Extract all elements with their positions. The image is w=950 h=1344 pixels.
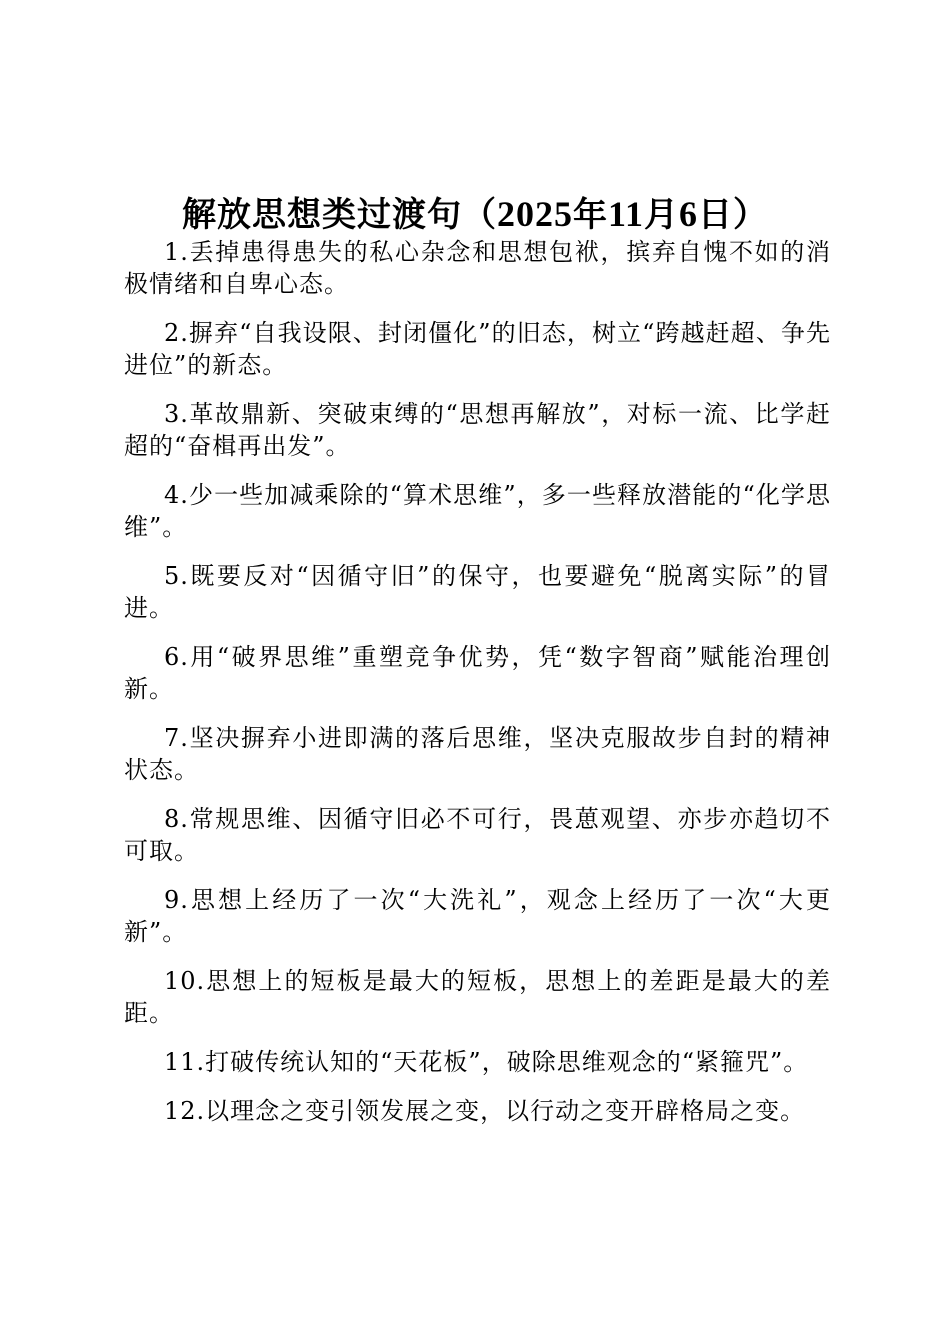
list-item: 4.少一些加减乘除的“算术思维”，多一些释放潜能的“化学思维”。 [124, 481, 831, 541]
list-item: 10.思想上的短板是最大的短板，思想上的差距是最大的差距。 [124, 967, 831, 1027]
title-year: 2025 [496, 193, 573, 234]
document-title [0, 191, 950, 238]
list-item: 8.常规思维、因循守旧必不可行，畏葸观望、亦步亦趋切不可取。 [124, 805, 831, 865]
list-item: 3.革故鼎新、突破束缚的“思想再解放”，对标一流、比学赶超的“奋楫再出发”。 [124, 400, 831, 460]
title-year-unit: 年 [572, 194, 608, 235]
title-month-unit: 月 [644, 194, 679, 235]
list-item: 5.既要反对“因循守旧”的保守，也要避免“脱离实际”的冒进。 [124, 562, 831, 622]
list-item: 6.用“破界思维”重塑竞争优势，凭“数字智商”赋能治理创新。 [124, 643, 831, 703]
list-item: 7.坚决摒弃小进即满的落后思维，坚决克服故步自封的精神状态。 [124, 724, 831, 784]
list-item: 11.打破传统认知的“天花板”，破除思维观念的“紧箍咒”。 [164, 1048, 809, 1076]
list-item: 9.思想上经历了一次“大洗礼”，观念上经历了一次“大更新”。 [124, 886, 831, 946]
title-day-unit: 日） [698, 194, 768, 235]
title-day: 6 [679, 193, 698, 234]
list-item: 1.丢掉患得患失的私心杂念和思想包袱，摈弃自愧不如的消极情绪和自卑心态。 [124, 238, 831, 298]
list-item: 12.以理念之变引领发展之变，以行动之变开辟格局之变。 [164, 1097, 806, 1125]
title-text: 解放思想类过渡句（ [181, 194, 497, 235]
list-item: 2.摒弃“自我设限、封闭僵化”的旧态，树立“跨越赶超、争先进位”的新态。 [124, 319, 831, 379]
sentence-list [124, 236, 831, 1144]
title-month: 11 [607, 193, 644, 234]
